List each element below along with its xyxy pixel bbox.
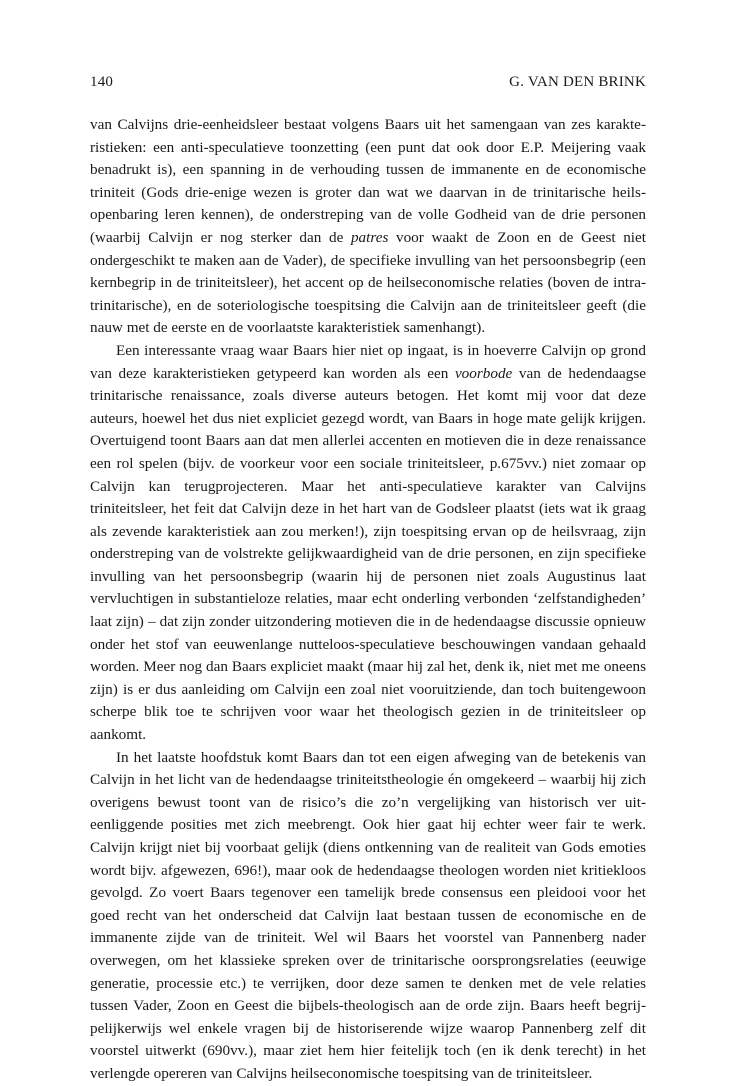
text-segment: van de hedendaagse trinitarische renaissance, zoals diverse auteurs betogen. Het komt mij voor dat deze auteurs, hoewel het dus niet expliciet gezegd wordt, van Baars in hoge mate gelijk krijgen. Overtuigend toont Baars aan dat men allerlei accenten en motieven die in deze renaissance een rol spelen (bijv. de voorkeur voor een sociale triniteitsleer, p.675vv.) niet zomaar op Calvijn kan terugprojecteren. Maar het anti-speculatieve karakter van Calvijns triniteitsleer, het feit dat Calvijn deze in het hart van de Godsleer plaatst (iets wat ik graag als zevende karakteristiek aan zou merken!), zijn toespitsing ervan op de heilsvraag, zijn onderstreping van de volstrekte gelijkwaardigheid van de drie personen, en zijn specifieke invulling van het persoonsbegrip (waarin hij de personen niet zoals Augustinus laat vervluchtigen in substantieloze relaties, maar echt onderling verbonden ‘zelfstandigheden’ laat zijn) – dat zijn zonder uitzondering motieven die in de hedendaagse discussie opnieuw onder het stof van eeuwenlange nutteloos-speculatieve beschouwingen vandaan gehaald worden. Meer nog dan Baars expliciet maakt (maar hij zal het, denk ik, niet met me oneens zijn) is er dus aanleiding om Calvijn een zoal niet vooruitziende, dan toch buitengewoon scherpe blik toe te schrijven voor waar het theologisch gezien in de triniteitsleer op aankomt. [90, 364, 646, 744]
paragraph-1 [90, 114, 646, 340]
italic-term: voorbode [454, 364, 513, 382]
text-segment: voor waakt de Zoon en de Geest niet ondergeschikt te maken aan de Vader), de specifieke invulling van het persoonsbegrip (een kernbegrip in de triniteitsleer), het accent op de heilseconomische relaties (boven de intra-trinitarische), en de soteriologische toespitsing die Calvijn aan de triniteitsleer geeft (die nauw met de eerste en de voorlaatste karakteristiek samenhangt). [90, 228, 646, 337]
body-text [90, 114, 646, 1086]
text-segment: In het laatste hoofdstuk komt Baars dan tot een eigen afweging van de betekenis van Calvijn in het licht van de hedendaagse triniteitstheologie én omgekeerd – waarbij hij zich overigens bewust toont van de risico’s die zo’n vergelijking van historisch ver uiteenliggende posities met zich meebrengt. Ook hier gaat hij echter weer fair te werk. Calvijn krijgt niet bij voorbaat gelijk (diens ontkenning van de realiteit van Gods emoties wordt bijv. afgewezen, 696!), maar ook de hedendaagse theologen worden niet kritiekloos gevolgd. Zo voert Baars tegenover een tamelijk brede consensus een pleidooi voor het goed recht van het onderscheid dat Calvijn laat bestaan tussen de economische en de immanente zijde van de triniteit. Wel wil Baars het voorstel van Pannenberg nader overwegen, om het klassieke spreken over de trinitarische oorsprongsrelaties (eeuwige generatie, processie etc.) te verrijken, door deze samen te denken met de vele relaties tussen Vader, Zoon en Geest die bijbels-theologisch aan de orde zijn. Baars heeft begrijpelijkerwijs wel enkele vragen bij de historiserende wijze waarop Pannenberg zelf dit voorstel uitwerkt (690vv.), maar ziet hem hier feitelijk toch (en ik denk terecht) in het verlengde opereren van Calvijns heilseconomische toespitsing van de triniteitsleer. [90, 748, 646, 1082]
page-number: 140 [90, 74, 114, 90]
italic-term: patres [350, 228, 389, 246]
text-segment: Een interessante vraag waar Baars hier niet op ingaat, is in hoeverre Calvijn op grond van deze karakteristieken getypeerd kan worden als een [90, 341, 646, 382]
paragraph-3 [90, 747, 646, 1086]
paragraph-2 [90, 340, 646, 747]
book-page [90, 74, 646, 1086]
running-header [90, 74, 646, 98]
text-segment: van Calvijns drie-eenheidsleer bestaat volgens Baars uit het samengaan van zes karakteristieken: een anti-speculatieve toonzetting (een punt dat ook door E.P. Meijering vaak benadrukt is), een spanning in de verhouding tussen de immanente en de economische triniteit (Gods drie-enige wezen is groter dan wat we daarvan in de trinitarische heilsopenbaring leren kennen), de onderstreping van de volle Godheid van de drie personen (waarbij Calvijn er nog sterker dan de [90, 116, 646, 246]
running-title: G. VAN DEN BRINK [509, 74, 646, 90]
